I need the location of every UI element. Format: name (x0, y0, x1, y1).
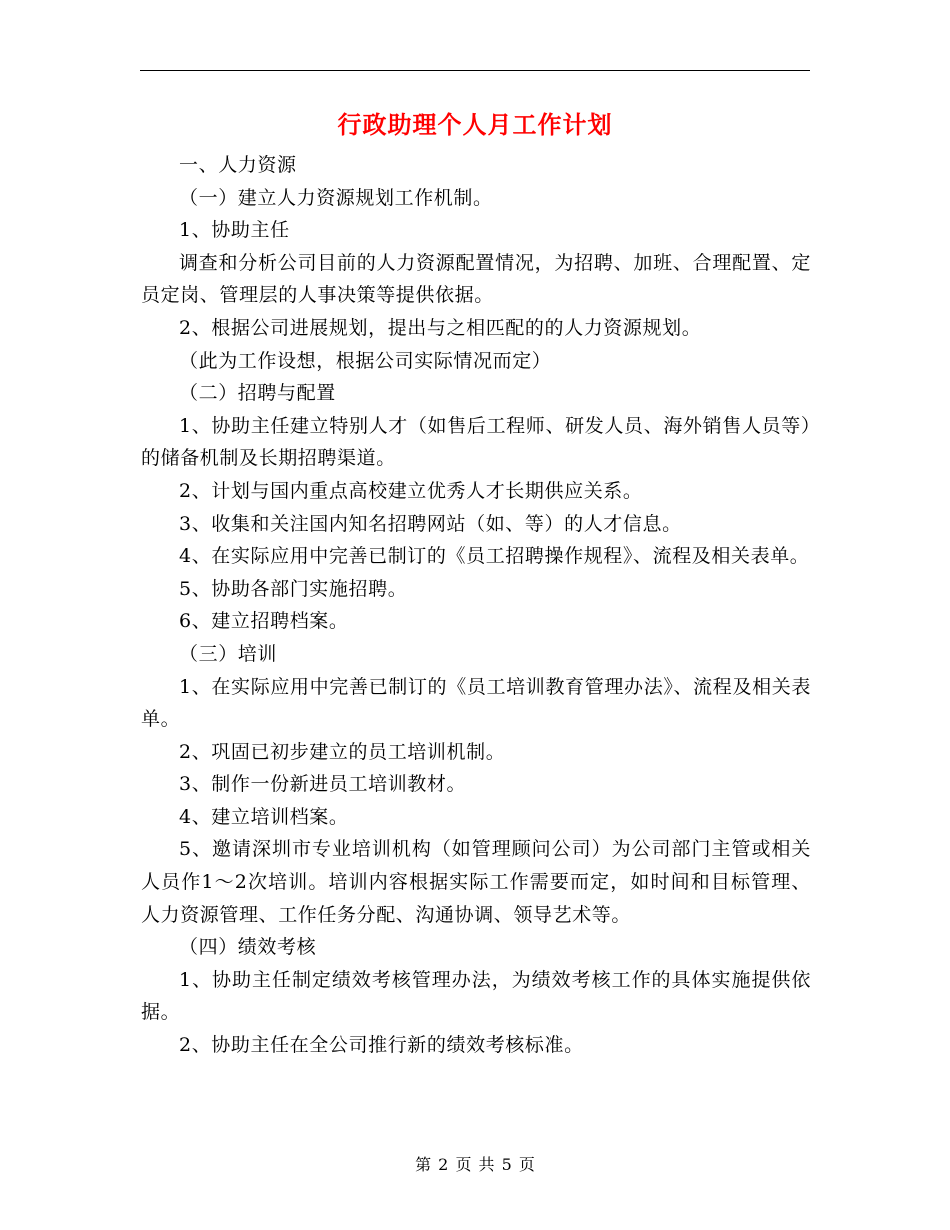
document-body (141, 149, 811, 1062)
paragraph: 3、制作一份新进员工培训教材。 (179, 773, 467, 796)
page-number-footer: 第 2 页 共 5 页 (415, 1155, 535, 1174)
paragraph: 2、根据公司进展规划，提出与之相匹配的的人力资源规划。 (179, 316, 702, 339)
paragraph: 6、建立招聘档案。 (179, 610, 349, 633)
paragraph: 1、协助主任制定绩效考核管理办法，为绩效考核工作的具体实施提供依据。 (141, 968, 811, 1024)
paragraph: 2、巩固已初步建立的员工培训机制。 (179, 740, 506, 763)
paragraph: 1、在实际应用中完善已制订的《员工培训教育管理办法》、流程及相关表单。 (141, 675, 811, 731)
paragraph: 5、邀请深圳市专业培训机构（如管理顾问公司）为公司部门主管或相关人员作1～2次培训。培训内容根据实际工作需要而定，如时间和目标管理、人力资源管理、工作任务分配、沟通协调、领导艺术等。 (141, 838, 811, 926)
paragraph: 1、协助主任建立特别人才（如售后工程师、研发人员、海外销售人员等）的储备机制及长期招聘渠道。 (141, 414, 811, 470)
paragraph: （此为工作设想，根据公司实际情况而定） (179, 349, 552, 372)
paragraph: 1、协助主任 (179, 219, 290, 242)
paragraph: 5、协助各部门实施招聘。 (179, 577, 408, 600)
paragraph: 3、收集和关注国内知名招聘网站（如、等）的人才信息。 (179, 512, 682, 535)
paragraph: 调查和分析公司目前的人力资源配置情况，为招聘、加班、合理配置、定员定岗、管理层的人事决策等提供依据。 (141, 251, 811, 307)
document-title: 行政助理个人月工作计划 (337, 110, 613, 139)
paragraph: 2、协助主任在全公司推行新的绩效考核标准。 (179, 1034, 584, 1057)
paragraph: 一、人力资源 (179, 154, 297, 176)
paragraph: 4、建立培训档案。 (179, 805, 349, 828)
paragraph: 4、在实际应用中完善已制订的《员工招聘操作规程》、流程及相关表单。 (179, 545, 810, 568)
paragraph: （四）绩效考核 (179, 936, 317, 959)
paragraph: （一）建立人力资源规划工作机制。 (179, 186, 493, 209)
paragraph: （三）培训 (179, 642, 278, 665)
paragraph: （二）招聘与配置 (179, 382, 336, 405)
paragraph: 2、计划与国内重点高校建立优秀人才长期供应关系。 (179, 479, 643, 502)
header-rule (140, 70, 810, 71)
